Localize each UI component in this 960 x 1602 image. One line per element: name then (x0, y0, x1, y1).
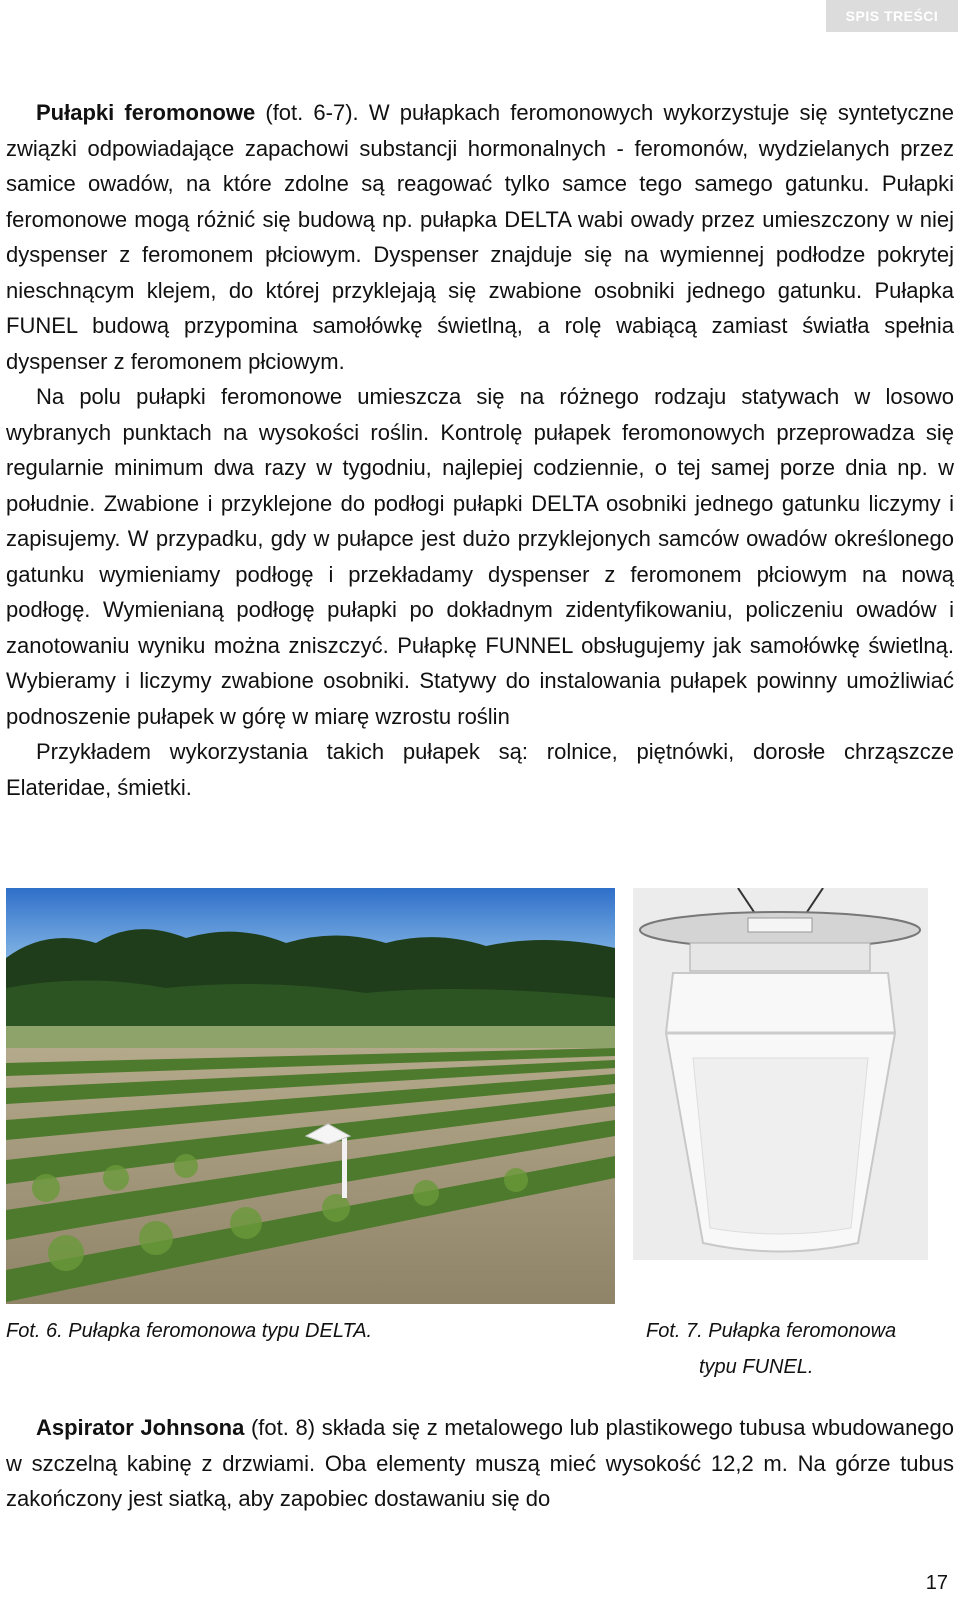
photo-funel-trap (633, 888, 928, 1260)
photo-delta-trap-field (6, 888, 615, 1304)
paragraph: Przykładem wykorzystania takich pułapek są: rolnice, piętnówki, dorosłe chrząszcze Elateridae, śmietki. (6, 739, 954, 800)
paragraph-text: (fot. 6-7). W pułapkach feromonowych wykorzystuje się syntetyczne związki odpowiadające zapachowi substancji hormonalnych - feromonów, wydzielanych przez samice owadów, na które zdolne są reagować tylko samce tego samego gatunku. Pułapki feromonowe mogą różnić się budową np. pułapka DELTA wabi owady przez umieszczony w niej dyspenser z feromonem płciowym. Dyspenser znajduje się na wymiennej podłodze pokrytej nieschnącym klejem, do której przyklejają się zwabione osobniki jednego gatunku. Pułapka FUNEL budową przypomina samołówkę świetlną, a rolę wabiącą zamiast światła spełnia dyspenser z feromonem płciowym. (6, 100, 954, 374)
figure-caption-fot6: Fot. 6. Pułapka feromonowa typu DELTA. (6, 1320, 373, 1342)
paragraph: Na polu pułapki feromonowe umieszcza się na różnego rodzaju statywach w losowo wybranych punktach na wysokości roślin. Kontrolę pułapek feromonowych przeprowadza się regularnie minimum dwa razy w tygodniu, najlepiej codziennie, o tej samej porze dnia np. w południe. Zwabione i przyklejone do podłogi pułapki DELTA osobniki jednego gatunku liczymy i zapisujemy. W przypadku, gdy w pułapce jest dużo przyklejonych samców owadów określonego gatunku wymieniamy podłogę i przekładamy dyspenser z feromonem płciowym na nową podłogę. Wymienianą podłogę pułapki po dokładnym zidentyfikowaniu, policzeniu owadów i zanotowaniu wyniku można zniszczyć. Pułapkę FUNNEL obsługujemy jak samołówkę świetlną. Wybieramy i liczymy zwabione osobniki. Statywy do instalowania pułapek powinny umożliwiać podnoszenie pułapek w górę w miarę wzrostu roślin (6, 384, 954, 729)
paragraph (6, 95, 954, 379)
figure-caption-fot7-line1: Fot. 7. Pułapka feromonowa (646, 1320, 897, 1342)
toc-button[interactable]: SPIS TREŚCI (826, 0, 958, 32)
figure-caption-fot7-line2: typu FUNEL. (699, 1356, 814, 1378)
section-pheromone-traps (6, 95, 954, 805)
paragraph-text: (fot. 8) składa się z metalowego lub plastikowego tubusa wbudowanego w szczelną kabinę z drzwiami. Oba elementy muszą mieć wysokość 12,2 m. Na górze tubus zakończony jest siatką, aby zapobiec dostawaniu się do (6, 1415, 955, 1511)
paragraph (6, 1410, 954, 1517)
term-heading: Pułapki feromonowe (36, 100, 256, 125)
page-number: 17 (925, 1572, 948, 1594)
section-johnson-aspirator (6, 1410, 954, 1517)
term-heading: Aspirator Johnsona (36, 1415, 245, 1440)
